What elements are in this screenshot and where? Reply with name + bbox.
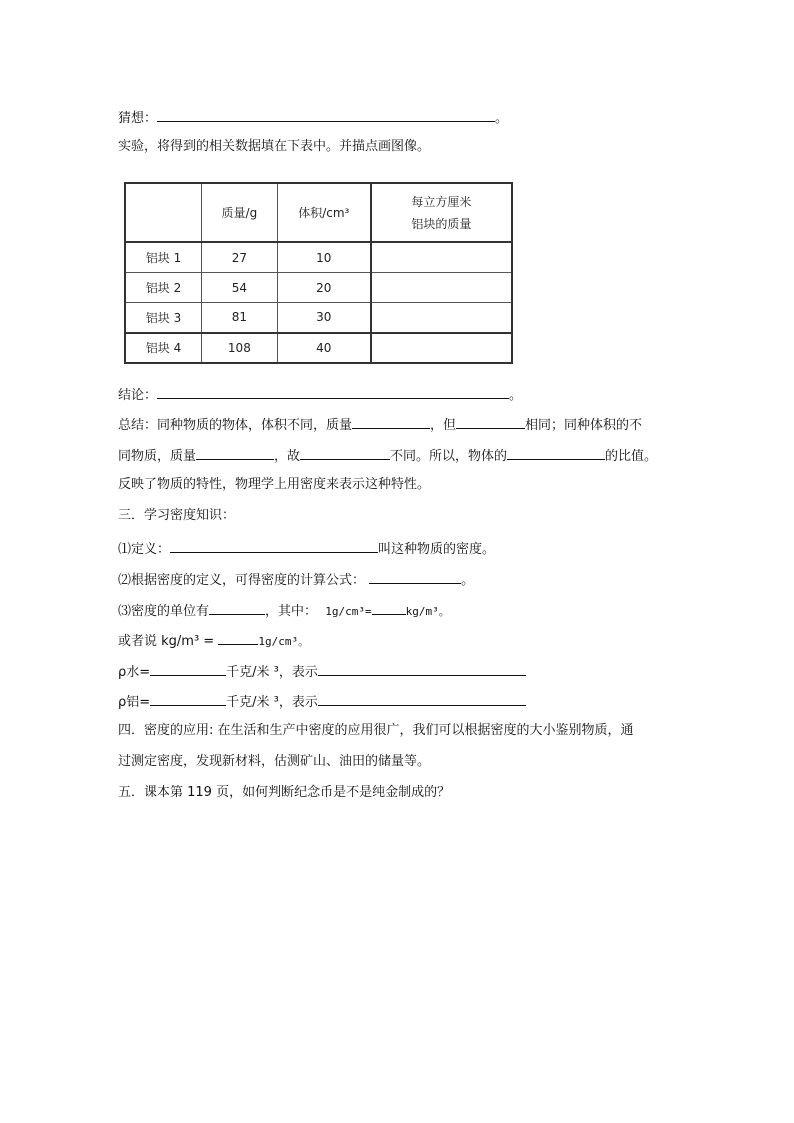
guess-line [118,107,508,128]
formula-blank[interactable] [369,569,461,584]
header-empty [125,183,202,242]
conclusion-blank[interactable] [157,384,509,399]
rho-water-line [118,661,526,682]
alt-unit-line [118,630,309,651]
data-table [124,182,513,364]
unit-mid: ，其中： [265,604,318,619]
header-volume: 体积/cm³ [277,183,371,242]
summary-blank-2[interactable] [456,414,525,429]
summary-blank-3[interactable] [196,445,274,460]
conclusion-end: 。 [509,388,523,403]
formula-end: 。 [461,573,475,588]
rho-water-meaning-blank[interactable] [318,661,526,676]
rho-al-meaning-blank[interactable] [318,691,526,706]
section-4-line-2: 过测定密度，发现新材料，估测矿山、油田的储量等。 [118,754,431,769]
conclusion-label: 结论： [118,388,158,403]
rho-water-unit: 千克/米 ³，表示 [226,665,318,680]
section-5-line: 五．课本第 119 页，如何判断纪念币是不是纯金制成的？ [118,785,451,800]
summary-text: ，但 [430,418,457,433]
table-header-row [125,183,512,242]
guess-end: 。 [495,111,509,126]
rho-al-line [118,691,526,712]
table-cell-input[interactable] [371,333,512,363]
definition-after: 叫这种物质的密度。 [378,542,496,557]
definition-label: ⑴定义： [118,542,171,557]
section-3-title: 三．学习密度知识： [118,508,236,523]
table-row [125,242,512,272]
alt-label: 或者说 kg/m³ = [118,634,215,649]
table-cell: 铝块 4 [125,333,202,363]
table-row [125,333,512,363]
formula-line [118,569,474,590]
alt-eq: 1g/cm³。 [258,635,310,648]
definition-blank[interactable] [170,538,378,553]
summary-text: 不同。所以，物体的 [390,449,508,464]
summary-blank-1[interactable] [352,414,430,429]
table-row [125,303,512,333]
summary-line-2 [118,445,657,466]
alt-blank[interactable] [218,630,258,645]
rho-al-unit: 千克/米 ³，表示 [226,695,318,710]
formula-label: ⑵根据密度的定义，可得密度的计算公式： [118,573,366,588]
table-cell: 20 [277,272,371,302]
unit-line [118,600,450,621]
definition-line [118,538,495,559]
unit-conversion-blank[interactable] [372,600,406,615]
table-row [125,272,512,302]
unit-eq-a: 1g/cm³= [325,605,372,618]
summary-text: 总结：同种物质的物体，体积不同，质量 [118,418,353,433]
table-cell-input[interactable] [371,303,512,333]
header-mass-per-cm3-l1: 每立方厘米 [411,194,472,209]
table-cell: 10 [277,242,371,272]
summary-text: 同物质，质量 [118,449,197,464]
header-mass-per-cm3-l2: 铝块的质量 [411,216,472,231]
header-mass: 质量/g [202,183,278,242]
table-cell: 27 [202,242,278,272]
summary-blank-5[interactable] [507,445,605,460]
summary-blank-4[interactable] [300,445,390,460]
rho-water-label: ρ水= [118,665,151,680]
summary-line-1 [118,414,642,435]
unit-eq-b: kg/m³。 [405,605,450,618]
table-cell-input[interactable] [371,242,512,272]
section-4-line-1: 四．密度的应用: 在生活和生产中密度的应用很广，我们可以根据密度的大小鉴别物质，通 [118,723,634,738]
table-cell: 30 [277,303,371,333]
guess-blank[interactable] [157,107,495,122]
conclusion-line [118,384,522,405]
table-cell: 铝块 3 [125,303,202,333]
summary-text: 相同；同种体积的不 [525,418,643,433]
summary-line-3: 反映了物质的特性，物理学上用密度来表示这种特性。 [118,477,431,492]
table-cell: 铝块 1 [125,242,202,272]
table-cell: 铝块 2 [125,272,202,302]
table-cell: 81 [202,303,278,333]
summary-text: ，故 [274,449,301,464]
summary-text: 的比值。 [605,449,658,464]
table-cell: 40 [277,333,371,363]
experiment-line: 实验，将得到的相关数据填在下表中。并描点画图像。 [118,139,431,154]
guess-label: 猜想： [118,111,158,126]
table-cell-input[interactable] [371,272,512,302]
header-mass-per-cm3 [371,183,512,242]
rho-al-label: ρ铝= [118,695,151,710]
table-cell: 54 [202,272,278,302]
rho-water-blank[interactable] [150,661,226,676]
rho-al-blank[interactable] [150,691,226,706]
unit-label: ⑶密度的单位有 [118,604,210,619]
table-cell: 108 [202,333,278,363]
unit-blank[interactable] [209,600,265,615]
